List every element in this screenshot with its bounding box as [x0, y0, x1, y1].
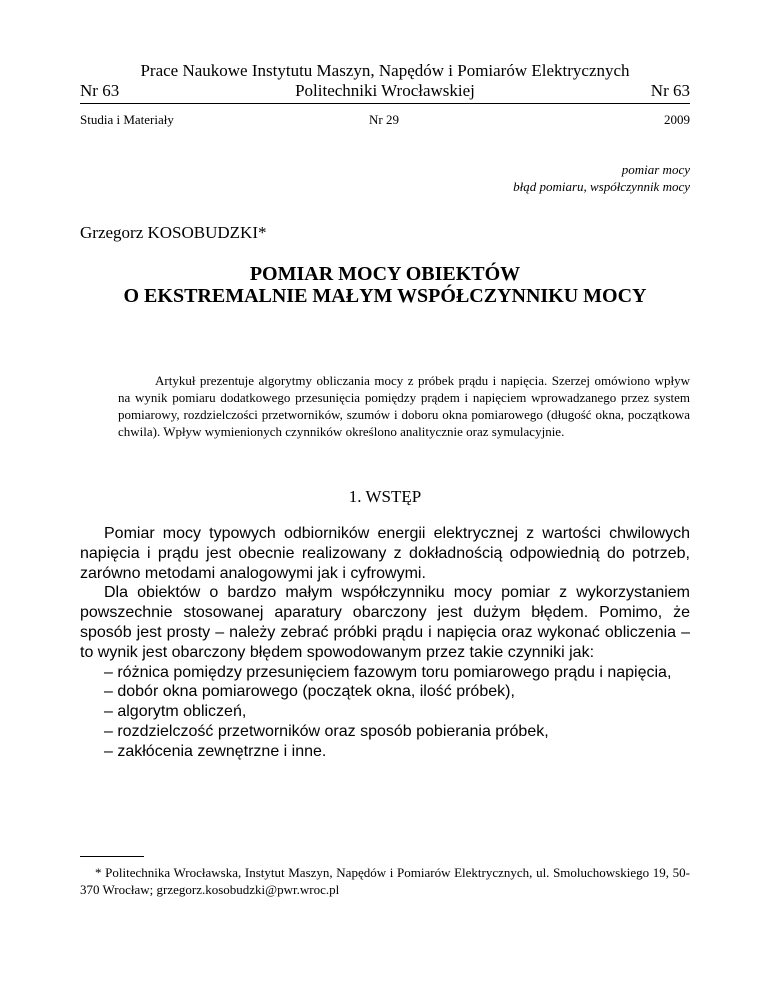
paper-title — [80, 263, 690, 307]
section-body — [80, 524, 690, 762]
list-item: – dobór okna pomiarowego (początek okna, ilość próbek), — [104, 683, 515, 701]
list-item: – zakłócenia zewnętrzne i inne. — [104, 742, 327, 760]
list-item: – algorytm obliczeń, — [104, 703, 247, 721]
section-heading: 1. WSTĘP — [348, 487, 422, 506]
abstract — [118, 372, 690, 440]
factor-list — [80, 663, 690, 762]
paper-title-line1: POMIAR MOCY OBIEKTÓW — [249, 263, 521, 285]
body-paragraph-2: Dla obiektów o bardzo małym współczynniku mocy pomiar z wykorzystaniem powszechnie stosowanej aparatury obarczony jest dużym błędem. Pomimo, że sposób jest prosty – należy zebrać próbki prądu i napięcia oraz wykonać obliczenia – to wynik jest obarczony błędem spowodowanym przez takie czynniki jak: — [80, 584, 690, 661]
list-item: – rozdzielczość przetworników oraz sposób pobierania próbek, — [104, 722, 549, 740]
series-subtitle: Studia i Materiały — [80, 112, 174, 127]
header-rule — [80, 103, 690, 104]
publication-year: 2009 — [664, 112, 690, 127]
abstract-text: Artykuł prezentuje algorytmy obliczania mocy z próbek prądu i napięcia. Szerzej omówiono wpływ na wynik pomiaru dodatkowego przesunięcia pomiędzy prądem i napięciem wprowadzanego przez system pomiarowy, rozdzielczości przetworników, szumów i doboru okna pomiarowego (długość okna, początkowa chwila). Wpływ wymienionych czynników określono analitycznie oraz symulacyjnie. — [118, 373, 690, 439]
body-paragraph-1: Pomiar mocy typowych odbiorników energii elektrycznej z wartości chwilowych napięcia i prądu jest obecnie realizowany z dokładnością odpowiednią do potrzeb, zarówno metodami analogowymi jak i cyfrowymi. — [80, 525, 690, 582]
list-item: – różnica pomiędzy przesunięciem fazowym toru pomiarowego prądu i napięcia, — [104, 663, 672, 681]
issue-number-right: Nr 63 — [650, 81, 690, 100]
keywords-line1: pomiar mocy — [621, 162, 690, 177]
footnote — [80, 864, 690, 898]
paper-title-line2: O EKSTREMALNIE MAŁYM WSPÓŁCZYNNIKU MOCY — [123, 285, 647, 307]
series-title-line2: Politechniki Wrocławskiej — [295, 81, 475, 100]
volume-number: Nr 29 — [369, 112, 399, 127]
issue-number-left: Nr 63 — [80, 81, 120, 100]
footnote-text: * Politechnika Wrocławska, Instytut Maszyn, Napędów i Pomiarów Elektrycznych, ul. Smoluchowskiego 19, 50-370 Wrocław; grzegorz.kosobudzki@pwr.wroc.pl — [80, 865, 690, 897]
footnote-rule — [80, 856, 144, 857]
keywords-line2: błąd pomiaru, współczynnik mocy — [513, 179, 690, 194]
series-title-line1: Prace Naukowe Instytutu Maszyn, Napędów i Pomiarów Elektrycznych — [140, 61, 630, 80]
author-name: Grzegorz KOSOBUDZKI* — [80, 223, 267, 242]
keywords — [513, 161, 690, 195]
